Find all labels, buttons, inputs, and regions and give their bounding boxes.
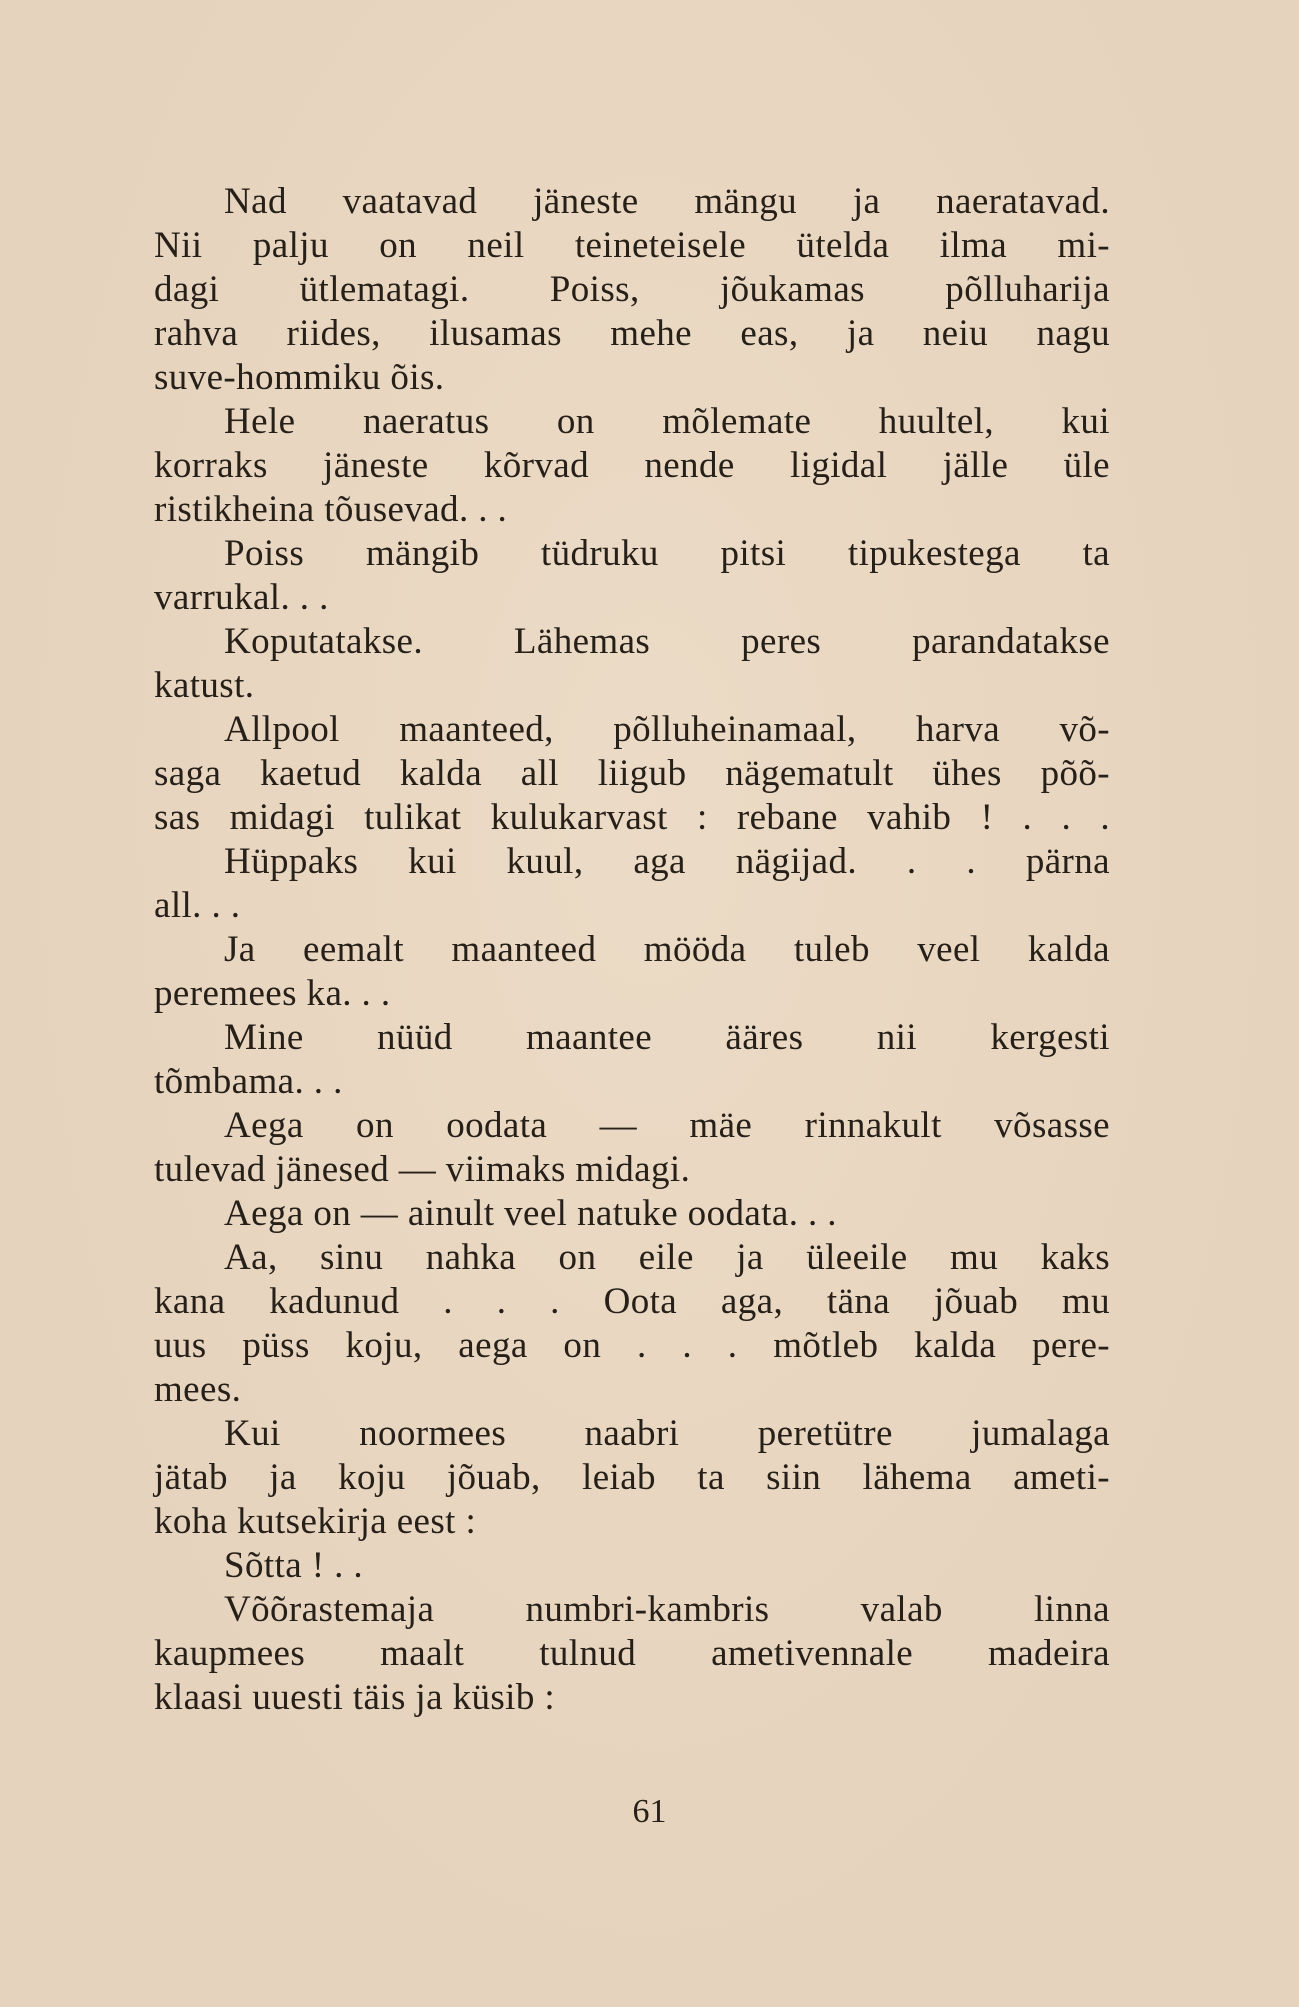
text-line: Ja eemalt maanteed mööda tuleb veel kalda: [224, 929, 1110, 970]
text-line: katust.: [154, 665, 255, 706]
text-line: dagi ütlematagi. Poiss, jõukamas põlluharija: [154, 269, 1110, 310]
text-line: peremees ka. . .: [154, 973, 391, 1014]
text-line: saga kaetud kalda all liigub nägematult ühes põõ-: [154, 753, 1110, 794]
text-line: Mine nüüd maantee ääres nii kergesti: [224, 1017, 1110, 1058]
text-line: Võõrastemaja numbri-kambris valab linna: [224, 1589, 1110, 1630]
text-line: Aa, sinu nahka on eile ja üleeile mu kaks: [224, 1237, 1110, 1278]
text-line: varrukal. . .: [154, 577, 329, 618]
text-line: tulevad jänesed — viimaks midagi.: [154, 1149, 691, 1190]
text-line: kana kadunud . . . Oota aga, täna jõuab mu: [154, 1281, 1110, 1322]
text-line: Allpool maanteed, põlluheinamaal, harva võ-: [224, 709, 1110, 750]
text-line: tõmbama. . .: [154, 1061, 343, 1102]
text-line: jätab ja koju jõuab, leiab ta siin lähema ameti-: [154, 1457, 1110, 1498]
text-line: korraks jäneste kõrvad nende ligidal jälle üle: [154, 445, 1110, 486]
text-line: Nad vaatavad jäneste mängu ja naeratavad.: [224, 181, 1110, 222]
text-line: Sõtta ! . .: [224, 1545, 364, 1586]
text-line: suve-hommiku õis.: [154, 357, 445, 398]
text-line: Poiss mängib tüdruku pitsi tipukestega ta: [224, 533, 1110, 574]
page-number: 61: [632, 1793, 667, 1830]
body-text: [154, 180, 1110, 1720]
text-line: ristikheina tõusevad. . .: [154, 489, 508, 530]
text-line: kaupmees maalt tulnud ametivennale madeira: [154, 1633, 1110, 1674]
text-line: Hüppaks kui kuul, aga nägijad. . . pärna: [224, 841, 1110, 882]
text-line: klaasi uuesti täis ja küsib :: [154, 1677, 556, 1718]
text-line: all. . .: [154, 885, 241, 926]
text-line: sas midagi tulikat kulukarvast : rebane vahib ! . . .: [154, 797, 1110, 838]
text-line: Aega on — ainult veel natuke oodata. . .: [224, 1193, 837, 1234]
text-line: Koputatakse. Lähemas peres parandatakse: [224, 621, 1110, 662]
text-line: Hele naeratus on mõlemate huultel, kui: [224, 401, 1110, 442]
text-line: Kui noormees naabri peretütre jumalaga: [224, 1413, 1110, 1454]
text-line: uus püss koju, aega on . . . mõtleb kalda pere-: [154, 1325, 1110, 1366]
text-line: Aega on oodata — mäe rinnakult võsasse: [224, 1105, 1110, 1146]
text-line: Nii palju on neil teineteisele ütelda ilma mi-: [154, 225, 1110, 266]
text-line: rahva riides, ilusamas mehe eas, ja neiu nagu: [154, 313, 1110, 354]
text-line: koha kutsekirja eest :: [154, 1501, 477, 1542]
text-line: mees.: [154, 1369, 242, 1410]
